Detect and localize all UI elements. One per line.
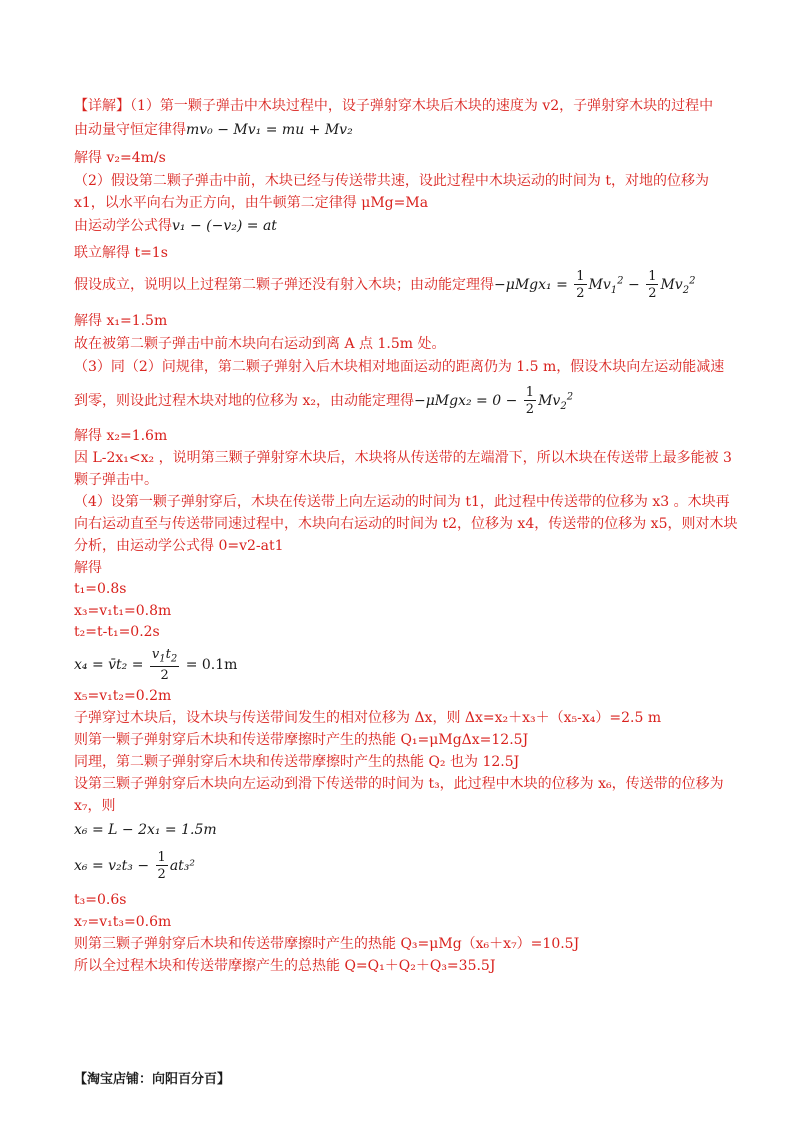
line-momentum: 由动量守恒定律得mv₀ − Mv₁ = mu + Mv₂: [74, 122, 353, 138]
line-t-result: 联立解得 t=1s: [74, 245, 168, 261]
line-total-heat: 所以全过程木块和传送带摩擦产生的总热能 Q=Q₁＋Q₂＋Q₃=35.5J: [74, 958, 496, 974]
line-x4: [74, 648, 237, 682]
line-q1: 则第一颗子弹射穿后木块和传送带摩擦时产生的热能 Q₁=μMgΔx=12.5J: [74, 732, 529, 748]
line-v2-result: 解得 v₂=4m/s: [74, 150, 166, 166]
line-part4-c: 分析，由运动学公式得 0=v2-at1: [74, 538, 284, 554]
line-third-bullet-b: x₇，则: [74, 798, 116, 814]
line-detail-1: 【详解】（1）第一颗子弹击中木块过程中，设子弹射穿木块后木块的速度为 v2，子弹射穿木块的过程中: [74, 98, 714, 114]
line-q3: 则第三颗子弹射穿后木块和传送带摩擦时产生的热能 Q₃=μMg（x₆＋x₇）=10.5J: [74, 936, 580, 952]
line-part3-a: （3）同（2）问规律，第二颗子弹射入后木块相对地面运动的距离仍为 1.5 m，假设木块向左运动能减速: [74, 359, 725, 375]
equation-x6-a: x₆ = L − 2x₁ = 1.5m: [74, 822, 217, 838]
line-x5: x₅=v₁t₂=0.2m: [74, 688, 172, 704]
line-comparison-cont: 颗子弹击中。: [74, 472, 158, 488]
line-solve: 解得: [74, 560, 102, 576]
line-t3: t₃=0.6s: [74, 892, 127, 908]
line-part2-a: （2）假设第二颗子弹击中前，木块已经与传送带共速，设此过程中木块运动的时间为 t，对地的位移为: [74, 173, 709, 189]
line-part2-b: x1，以水平向右为正方向，由牛顿第二定律得 μMg=Ma: [74, 195, 429, 211]
equation-kinematics: v₁ − (−v₂) = at: [172, 218, 277, 234]
line-kinematics: 由运动学公式得v₁ − (−v₂) = at: [74, 218, 277, 234]
line-x3: x₃=v₁t₁=0.8m: [74, 603, 172, 619]
footer-shop-tag: 【淘宝店铺：向阳百分百】: [74, 1072, 231, 1087]
line-comparison: 因 L-2x₁<x₂ ，说明第三颗子弹射穿木块后，木块将从传送带的左端滑下，所以木块在传送带上最多能被 3: [74, 450, 732, 466]
line-third-bullet-a: 设第三颗子弹射穿后木块向左运动到滑下传送带的时间为 t₃，此过程中木块的位移为 x₆，传送带的位移为: [74, 776, 724, 792]
line-energy-1: 假设成立，说明以上过程第二颗子弹还没有射入木块；由动能定理得−μMgx₁ = $\frac{1}{2}$ $Mv_1^2$ − $\frac{1}{2}$ $Mv_2^2$: [74, 269, 696, 301]
line-position-note: 故在被第二颗子弹击中前木块向右运动到离 A 点 1.5m 处。: [74, 336, 446, 352]
line-energy-2: 到零，则设此过程木块对地的位移为 x₂，由动能定理得−μMgx₂ = 0 − $\frac{1}{2}$ $Mv_2^2$: [74, 385, 574, 417]
equation-momentum: mv₀ − Mv₁ = mu + Mv₂: [186, 122, 353, 138]
line-x6-a: [74, 820, 217, 840]
line-part4-b: 向右运动直至与传送带同速过程中，木块向右运动的时间为 t2，位移为 x4，传送带的位移为 x5，则对木块: [74, 516, 738, 532]
equation-x4: x₄ = v̄t₂ = $\frac{v_1t_2}{2}$ = 0.1m: [74, 647, 238, 683]
line-t2: t₂=t-t₁=0.2s: [74, 624, 160, 640]
line-x1-result: 解得 x₁=1.5m: [74, 313, 168, 329]
line-x2-result: 解得 x₂=1.6m: [74, 428, 168, 444]
line-part4-a: （4）设第一颗子弹射穿后，木块在传送带上向左运动的时间为 t1，此过程中传送带的位移为 x3 。木块再: [74, 494, 730, 510]
line-t1: t₁=0.8s: [74, 581, 127, 597]
line-x6-b: [74, 851, 195, 881]
line-x7: x₇=v₁t₃=0.6m: [74, 914, 172, 930]
line-q2: 同理，第二颗子弹射穿后木块和传送带摩擦时产生的热能 Q₂ 也为 12.5J: [74, 754, 520, 770]
equation-energy-1: −μMgx₁ = $\frac{1}{2}$ $Mv_1^2$ − $\frac{1}{2}$ $Mv_2^2$: [494, 269, 696, 301]
line-relative-displacement: 子弹穿过木块后，设木块与传送带间发生的相对位移为 Δx，则 Δx=x₂＋x₃＋（x₅-x₄）=2.5 m: [74, 710, 662, 726]
equation-energy-2: −μMgx₂ = 0 − $\frac{1}{2}$ $Mv_2^2$: [413, 385, 574, 417]
equation-x6-b: x₆ = v₂t₃ − $\frac{1}{2}$ at₃²: [74, 850, 196, 882]
